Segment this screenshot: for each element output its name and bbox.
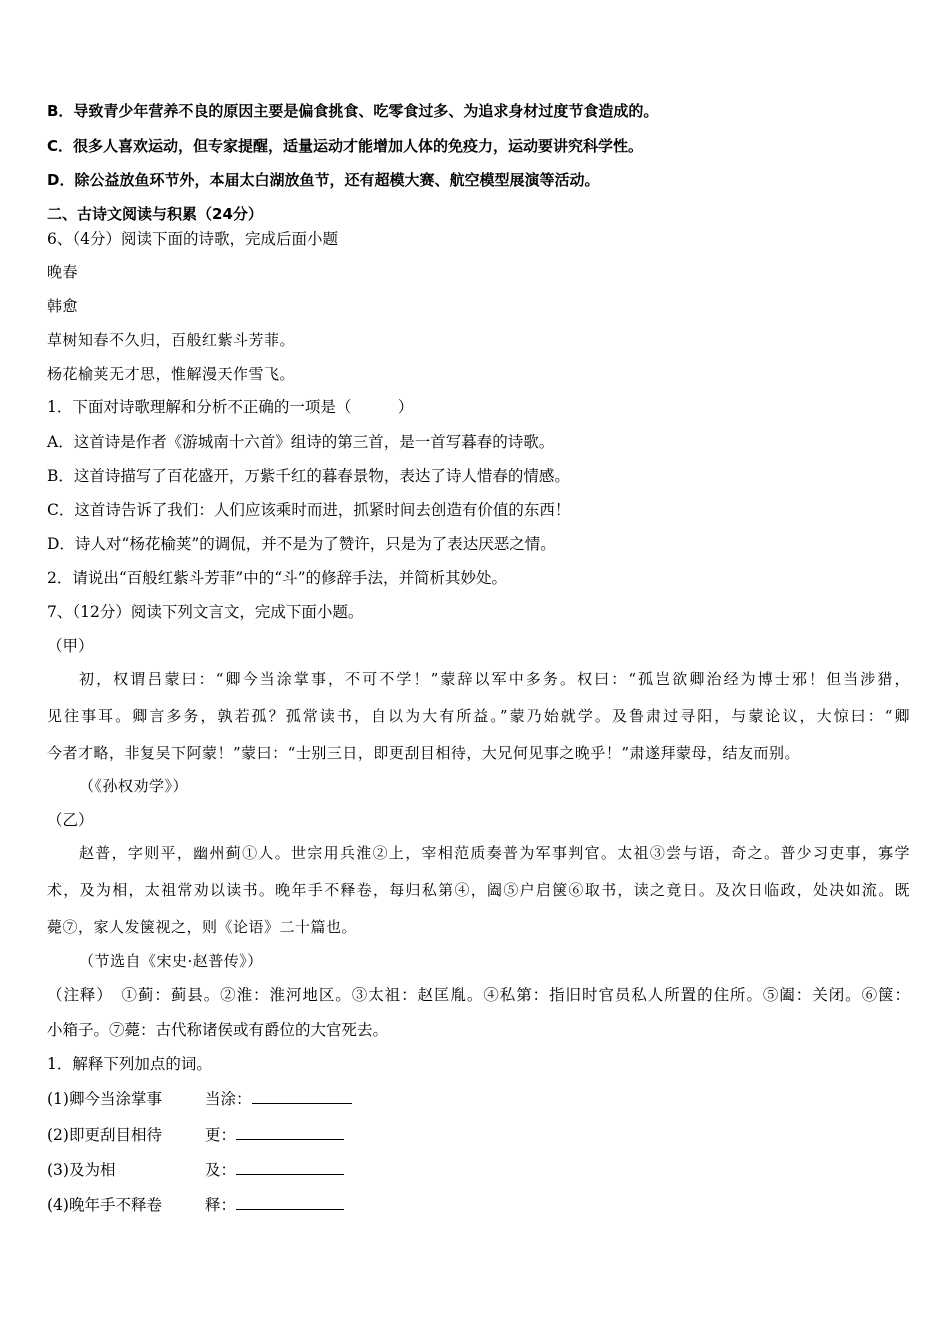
- option-b-prev: B．导致青少年营养不良的原因主要是偏食挑食、吃零食过多、为追求身材过度节食造成的。: [47, 102, 659, 120]
- vocab-item: [47, 1124, 910, 1146]
- answer-blank[interactable]: [236, 1160, 344, 1175]
- notes-line-1: （注释） ①蓟：蓟县。②淮：淮河地区。③太祖：赵匡胤。④私第：指旧时官员私人所置的住所。⑤阖：关闭。⑥箧：: [47, 986, 910, 1004]
- passage-jia-line-2: 见往事耳。卿言多务，孰若孤？孤常读书，自以为大有所益。”蒙乃始就学。及鲁肃过寻阳，与蒙论议，大惊曰：“卿: [47, 707, 910, 725]
- q6-sub2: 2．请说出“百般红紫斗芳菲”中的“斗”的修辞手法，并简析其妙处。: [47, 569, 508, 587]
- vocab-phrase: (4)晚年手不释卷: [47, 1196, 162, 1214]
- answer-blank[interactable]: [236, 1125, 344, 1140]
- option-d-prev: D．除公益放鱼环节外，本届太白湖放鱼节，还有超模大赛、航空模型展演等活动。: [47, 171, 600, 189]
- vocab-term: 及：: [205, 1161, 237, 1179]
- answer-blank[interactable]: [236, 1195, 344, 1210]
- poem-line-1: 草树知春不久归，百般红紫斗芳菲。: [47, 331, 296, 349]
- q6-option-b: B．这首诗描写了百花盛开，万紫千红的暮春景物，表达了诗人惜春的情感。: [47, 467, 570, 485]
- vocab-term: 释：: [205, 1196, 237, 1214]
- poem-author: 韩愈: [47, 297, 79, 315]
- poem-title: 晚春: [47, 263, 79, 281]
- q6-option-a: A．这首诗是作者《游城南十六首》组诗的第三首，是一首写暮春的诗歌。: [47, 433, 555, 451]
- passage-jia-source: （《孙权劝学》）: [79, 777, 189, 795]
- q6-option-d: D．诗人对“杨花榆荚”的调侃，并不是为了赞许，只是为了表达厌恶之情。: [47, 535, 556, 553]
- passage-yi-source: （节选自《宋史·赵普传》）: [79, 952, 263, 970]
- vocab-term: 当涂：: [205, 1090, 252, 1108]
- vocab-term: 更：: [205, 1126, 237, 1144]
- vocab-item: [47, 1194, 910, 1216]
- passage-jia-line-3: 今者才略，非复吴下阿蒙！”蒙曰：“士别三日，即更刮目相待，大兄何见事之晚乎！”肃遂拜蒙母，结友而别。: [47, 744, 801, 762]
- q7-sub1: 1．解释下列加点的词。: [47, 1055, 212, 1073]
- option-c-prev: C．很多人喜欢运动，但专家提醒，适量运动才能增加人体的免疫力，运动要讲究科学性。: [47, 137, 644, 155]
- passage-yi-label: （乙）: [47, 811, 94, 829]
- poem-line-2: 杨花榆荚无才思，惟解漫天作雪飞。: [47, 365, 296, 383]
- q6-option-c: C．这首诗告诉了我们：人们应该乘时而进，抓紧时间去创造有价值的东西！: [47, 501, 571, 519]
- q6-sub1: 1．下面对诗歌理解和分析不正确的一项是（ ）: [47, 398, 414, 416]
- answer-blank[interactable]: [252, 1089, 352, 1104]
- vocab-phrase: (1)卿今当涂掌事: [47, 1090, 162, 1108]
- passage-jia-label: （甲）: [47, 637, 94, 655]
- passage-yi-line-2: 术，及为相，太祖常劝以读书。晚年手不释卷，每归私第④，阖⑤户启箧⑥取书，读之竟日。及次日临政，处决如流。既: [47, 881, 910, 899]
- vocab-phrase: (3)及为相: [47, 1161, 116, 1179]
- vocab-phrase: (2)即更刮目相待: [47, 1126, 162, 1144]
- passage-yi-line-3: 薨⑦，家人发箧视之，则《论语》二十篇也。: [47, 918, 358, 936]
- vocab-item: [47, 1159, 910, 1181]
- section-title: 二、古诗文阅读与积累（24分）: [47, 205, 263, 223]
- passage-yi-line-1: 赵普，字则平，幽州蓟①人。世宗用兵淮②上，宰相范质奏普为军事判官。太祖③尝与语，奇之。普少习吏事，寡学: [79, 844, 910, 862]
- q6-stem: 6、（4分）阅读下面的诗歌，完成后面小题: [47, 230, 338, 248]
- notes-line-2: 小箱子。⑦薨：古代称诸侯或有爵位的大官死去。: [47, 1021, 389, 1039]
- vocab-item: [47, 1088, 910, 1110]
- q7-stem: 7、（12分）阅读下列文言文，完成下面小题。: [47, 603, 364, 621]
- passage-jia-line-1: 初，权谓吕蒙曰：“卿今当涂掌事，不可不学！”蒙辞以军中多务。权曰：“孤岂欲卿治经为博士邪！但当涉猎，: [79, 670, 910, 688]
